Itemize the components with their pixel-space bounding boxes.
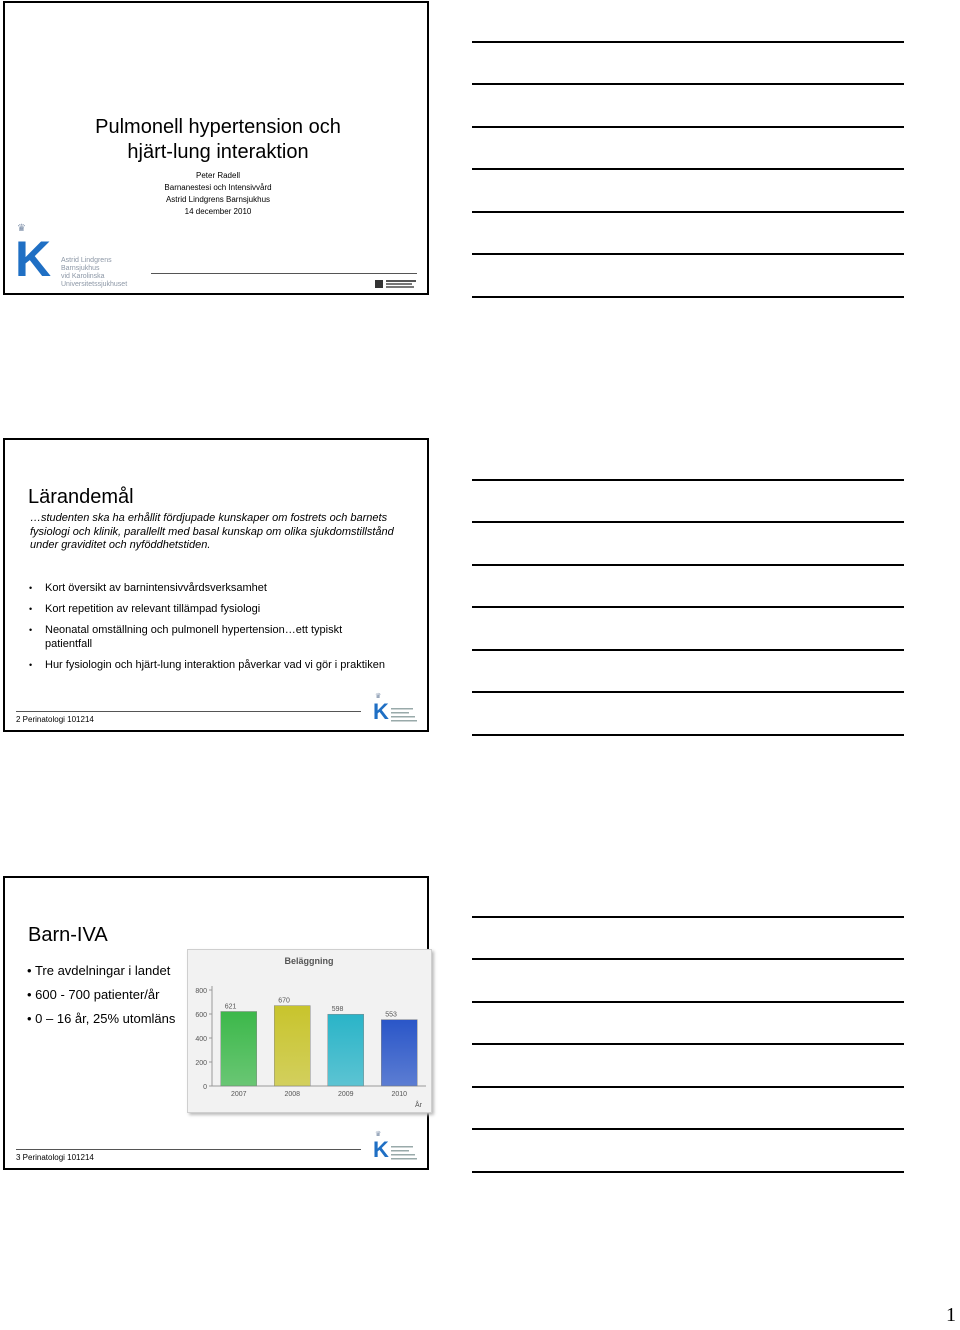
y-tick-label: 400 <box>195 1036 207 1043</box>
list-item: • Hur fysiologin och hjärt-lung interaktion påverkar vad vi gör i praktiken <box>29 658 389 672</box>
note-line <box>472 564 904 566</box>
y-tick-label: 800 <box>195 988 207 995</box>
note-line <box>472 479 904 481</box>
bar-value-label: 553 <box>385 1011 397 1019</box>
chart-svg <box>188 950 431 1112</box>
title-line-2: hjärt-lung interaktion <box>127 141 309 163</box>
page-number: 1 <box>946 1304 956 1326</box>
logo-text <box>61 257 127 289</box>
logo-text-line: Barnsjukhus <box>61 265 100 272</box>
bar <box>221 1011 257 1086</box>
crown-icon: ♛ <box>375 1131 382 1138</box>
x-axis-label: År <box>415 1102 422 1109</box>
university-logo-mark <box>375 278 417 290</box>
x-tick-label: 2007 <box>230 1091 247 1098</box>
note-line <box>472 1128 904 1130</box>
slide-2 <box>3 438 429 732</box>
logo-text-line: Universitetssjukhuset <box>61 281 128 288</box>
note-line <box>472 649 904 651</box>
note-line <box>472 521 904 523</box>
note-line <box>472 1171 904 1173</box>
y-tick-label: 600 <box>195 1012 207 1019</box>
slide-footer: 3 Perinatologi 101214 <box>16 1153 94 1162</box>
karolinska-logo-small <box>371 693 421 726</box>
y-tick-label: 200 <box>195 1060 207 1067</box>
list-item-text: 0 – 16 år, 25% utomläns <box>35 1011 176 1026</box>
list-item: • Neonatal omställning och pulmonell hypertension…ett typiskt patientfall <box>29 623 389 651</box>
logo-letter: K <box>373 1137 389 1162</box>
logo-letter: K <box>373 699 389 724</box>
slide-1-title <box>5 115 431 165</box>
logo-text-line: Astrid Lindgrens <box>61 257 112 264</box>
date: 14 december 2010 <box>184 207 252 216</box>
department: Barnanestesi och Intensivvård <box>164 183 272 192</box>
note-line <box>472 958 904 960</box>
bar <box>274 1006 310 1086</box>
x-tick-label: 2009 <box>337 1091 354 1098</box>
x-tick-label: 2008 <box>284 1091 301 1098</box>
slide-footer: 2 Perinatologi 101214 <box>16 715 94 724</box>
footer-line <box>16 1149 361 1150</box>
note-line <box>472 253 904 255</box>
occupancy-chart <box>187 949 432 1113</box>
divider-line <box>151 273 417 274</box>
note-line <box>472 606 904 608</box>
learning-goals-intro: …studenten ska ha erhållit fördjupade kunskaper om fostrets och barnets fysiologi och klinik, parallellt med basal kunskap om olika sjukdomstillstånd under graviditet och nyföddhetstiden. <box>30 512 394 551</box>
title-line-1: Pulmonell hypertension och <box>95 116 341 138</box>
logo-text-lines <box>391 1146 419 1160</box>
note-line <box>472 1086 904 1088</box>
bar-value-label: 621 <box>224 1003 237 1011</box>
note-line <box>472 168 904 170</box>
note-line <box>472 691 904 693</box>
footer-line <box>16 711 361 712</box>
bar <box>328 1014 364 1086</box>
karolinska-logo-small <box>371 1131 421 1164</box>
list-item: • Kort repetition av relevant tillämpad fysiologi <box>29 602 389 616</box>
note-line <box>472 83 904 85</box>
logo-text-line: vid Karolinska <box>61 273 105 280</box>
bar-value-label: 598 <box>331 1006 344 1014</box>
bar <box>381 1020 417 1086</box>
note-line <box>472 1001 904 1003</box>
note-line <box>472 734 904 736</box>
y-tick-label: 0 <box>203 1084 207 1091</box>
note-line <box>472 916 904 918</box>
note-line <box>472 41 904 43</box>
list-item: • Tre avdelningar i landet <box>27 963 171 978</box>
hospital: Astrid Lindgrens Barnsjukhus <box>165 195 271 204</box>
crown-icon: ♛ <box>375 693 382 700</box>
list-item: • 600 - 700 patienter/år <box>27 987 160 1002</box>
crown-icon: ♛ <box>17 223 26 234</box>
slide-3 <box>3 876 429 1170</box>
chart-title: Beläggning <box>284 956 334 966</box>
slide-1 <box>3 1 429 295</box>
author: Peter Radell <box>195 171 241 180</box>
slide-2-title: Lärandemål <box>28 486 134 508</box>
bar-value-label: 670 <box>278 997 290 1005</box>
logo-text-lines <box>391 708 419 722</box>
note-line <box>472 1043 904 1045</box>
note-line <box>472 126 904 128</box>
list-item: • 0 – 16 år, 25% utomläns <box>27 1011 176 1026</box>
list-item-text: Tre avdelningar i landet <box>34 963 171 978</box>
note-line <box>472 211 904 213</box>
list-item-text: 600 - 700 patienter/år <box>35 987 160 1002</box>
list-item: • Kort översikt av barnintensivvårdsverksamhet <box>29 581 389 595</box>
x-tick-label: 2010 <box>391 1091 408 1098</box>
note-line <box>472 296 904 298</box>
slide-3-title: Barn-IVA <box>28 924 108 946</box>
karolinska-logo <box>13 223 133 289</box>
logo-letter: K <box>15 231 52 287</box>
